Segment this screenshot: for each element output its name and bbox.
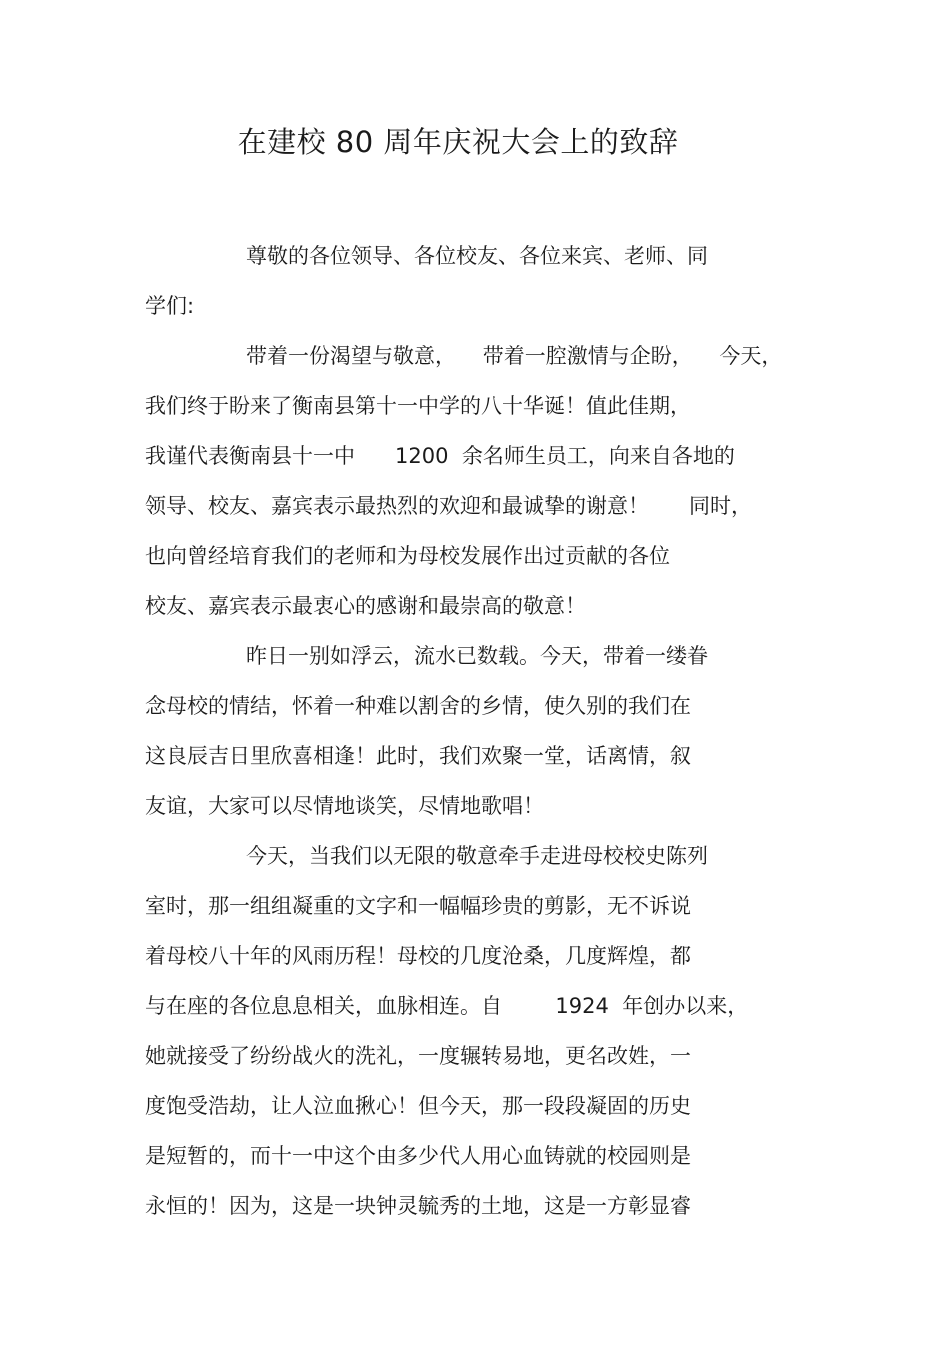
document-title: 在建校 80 周年庆祝大会上的致辞 [237,125,679,159]
text-line: 带着一份渴望与敬意， 带着一腔激情与企盼， 今天， [246,344,783,368]
text-line: 领导、校友、嘉宾表示最热烈的欢迎和最诚挚的谢意！ 同时， [145,494,753,518]
text-line: 学们: [145,294,195,318]
text-line: 也向曾经培育我们的老师和为母校发展作出过贡献的各位 [145,544,670,568]
text-line: 这良辰吉日里欣喜相逢！此时，我们欢聚一堂，话离情，叙 [145,744,691,768]
text-line: 是短暂的，而十一中这个由多少代人用心血铸就的校园则是 [145,1144,691,1168]
text-line: 友谊，大家可以尽情地谈笑，尽情地歌唱！ [145,794,544,818]
text-line: 她就接受了纷纷战火的洗礼，一度辗转易地，更名改姓，一 [145,1044,691,1068]
text-line: 室时，那一组组凝重的文字和一幅幅珍贵的剪影，无不诉说 [145,894,691,918]
text-line: 着母校八十年的风雨历程！母校的几度沧桑，几度辉煌，都 [145,944,691,968]
text-line: 今天，当我们以无限的敬意牵手走进母校校史陈列 [246,844,708,868]
text-line: 与在座的各位息息相关，血脉相连。自 1924 年创办以来， [145,994,749,1018]
text-line: 念母校的情结，怀着一种难以割舍的乡情，使久别的我们在 [145,694,691,718]
text-line: 度饱受浩劫，让人泣血揪心！但今天，那一段段凝固的历史 [145,1094,691,1118]
text-line: 我们终于盼来了衡南县第十一中学的八十华诞！值此佳期， [145,394,691,418]
text-line: 校友、嘉宾表示最衷心的感谢和最崇高的敬意！ [145,594,586,618]
text-line: 我谨代表衡南县十一中 1200 余名师生员工，向来自各地的 [145,444,735,468]
text-line: 尊敬的各位领导、各位校友、各位来宾、老师、同 [246,244,708,268]
text-line: 昨日一别如浮云，流水已数载。今天，带着一缕眷 [246,644,708,668]
text-line: 永恒的！因为，这是一块钟灵毓秀的土地，这是一方彰显睿 [145,1194,691,1218]
